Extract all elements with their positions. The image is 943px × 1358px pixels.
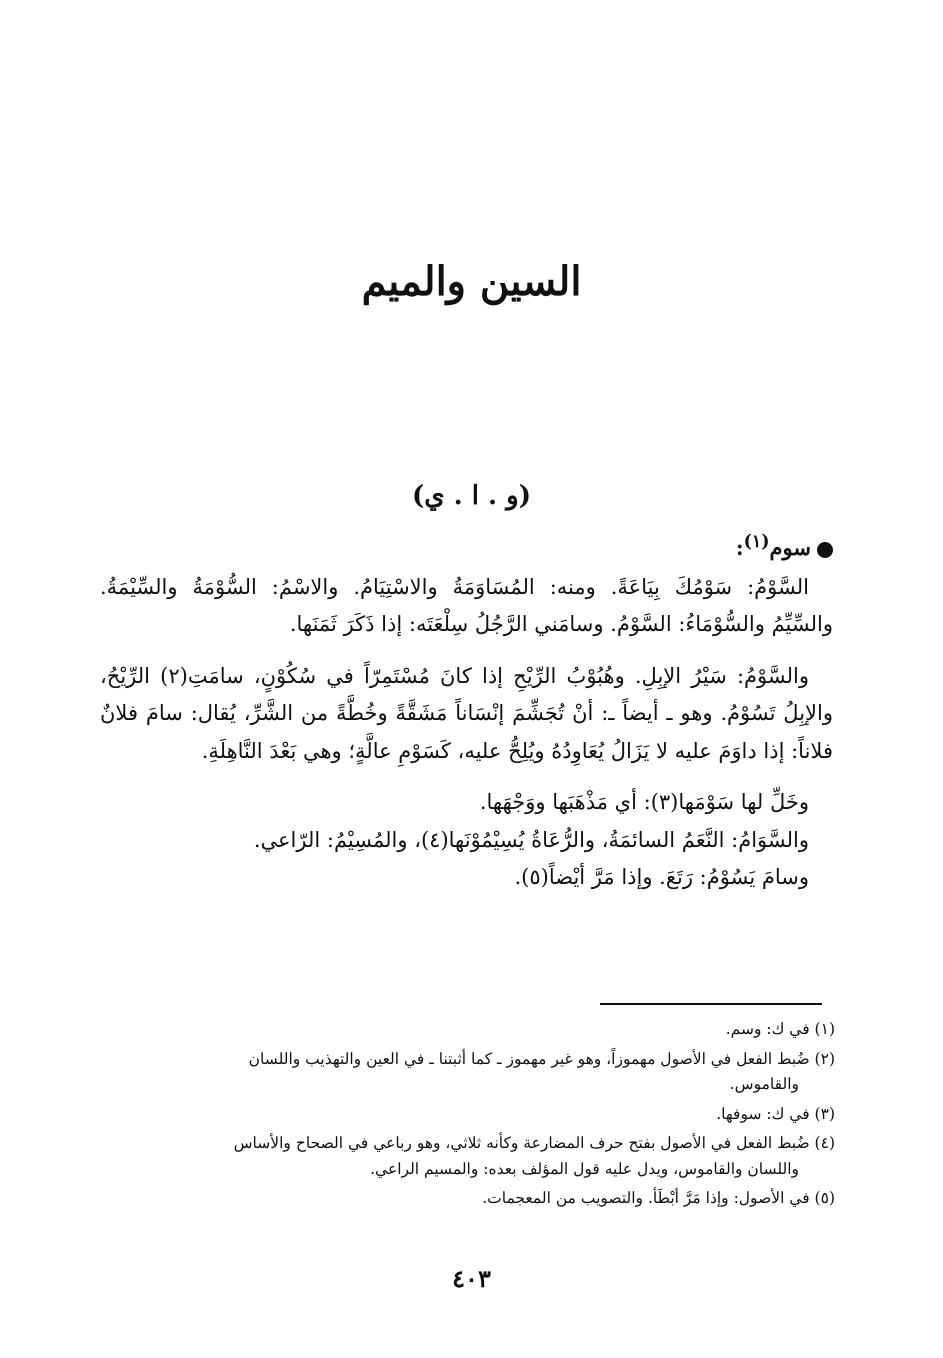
section-heading: (و . ا . ي) (411, 481, 532, 511)
footnote (100, 1017, 835, 1043)
paragraph-sawm-price: السَّوْمُ: سَوْمُكَ بِيَاعَةً. ومنه: المُسَاوَمَةُ والاسْتِيَامُ. والاسْمُ: السُّوْمَةُ والسِّيْمَةُ. والسِّيِّمُ والسُّوْمَاءُ: السَّوْمُ. وسامَني الرَّجُلُ سِلْعَتَه: إذا ذَكَرَ ثَمَنَها. (100, 574, 833, 636)
footnote-text: (٣) في ك: سوفها. (716, 1104, 835, 1123)
line-sawam: والسَّوَامُ: النَّعَمُ السائمَةُ، والرُّعَاةُ يُسِيْمُوْنَها(٤)، والمُسِيْمُ: الرّاعي. (253, 827, 809, 852)
footnote-text: (١) في ك: وسم. (725, 1020, 835, 1038)
entry-colon: : (735, 535, 744, 560)
footnote (100, 1102, 835, 1128)
entry-headword-line (100, 524, 833, 567)
footnote-continuation: والقاموس. (729, 1075, 799, 1093)
chapter-title: السين والميم (361, 258, 582, 305)
page-number: ٤٠٣ (452, 1264, 491, 1293)
entry-headword: سوم (769, 535, 811, 560)
footnotes (100, 1017, 835, 1216)
paragraph-sawm-travel: والسَّوْمُ: سَيْرُ الإبِلِ. وهُبُوْبُ الرِّيْحِ إذا كانَ مُسْتَمِرّاً في سُكُوْنٍ، سامَتِ(٢) الرِّيْحُ، والإبِلُ تَسُوْمُ. وهو ـ أيضاً ـ: أنْ تُجَشِّمَ إنْسَاناً مَشَقَّةً وخُطَّةً من الشَّرِّ، يُقال: سامَ فلانٌ فلاناً: إذا داوَمَ عليه لا يَزَالُ يُعَاوِدُهُ ويُلِحُّ عليه، كَسَوْمِ عالَّةٍ؛ وهي بَعْدَ النَّاهِلَةِ. (100, 663, 833, 763)
line-sama-yasumu: وسامَ يَسُوْمُ: رَتَعَ. وإذا مَرَّ أيْضاً(٥). (514, 865, 809, 889)
footnote-continuation: واللسان والقاموس، ويدل عليه قول المؤلف بعده: والمسيم الراعي. (370, 1159, 799, 1178)
entry-body (100, 524, 833, 897)
footnote-text: (٢) ضُبط الفعل في الأصول مهموزاً، وهو غير مهموز ـ كما أثبتنا ـ في العين والتهذيب واللسان (248, 1049, 835, 1068)
footnote-ref: (١) (743, 532, 770, 552)
bullet-icon (817, 542, 833, 558)
footnote-text: (٤) ضُبط الفعل في الأصول بفتح حرف المضارعة وكأنه ثلاثي، وهو رباعي في الصحاح والأساس (233, 1134, 835, 1152)
short-lines (100, 784, 833, 897)
footnote (100, 1186, 835, 1212)
footnote-text: (٥) في الأصول: وإذا مَرَّ أبْطَأ. والتصويب من المعجمات. (482, 1189, 835, 1207)
footnote-divider (600, 1003, 822, 1005)
footnote (100, 1131, 835, 1182)
footnote (100, 1047, 835, 1098)
line-khalli: وخَلِّ لها سَوْمَها(٣): أي مَذْهَبَها ووَجْهَها. (479, 790, 809, 814)
